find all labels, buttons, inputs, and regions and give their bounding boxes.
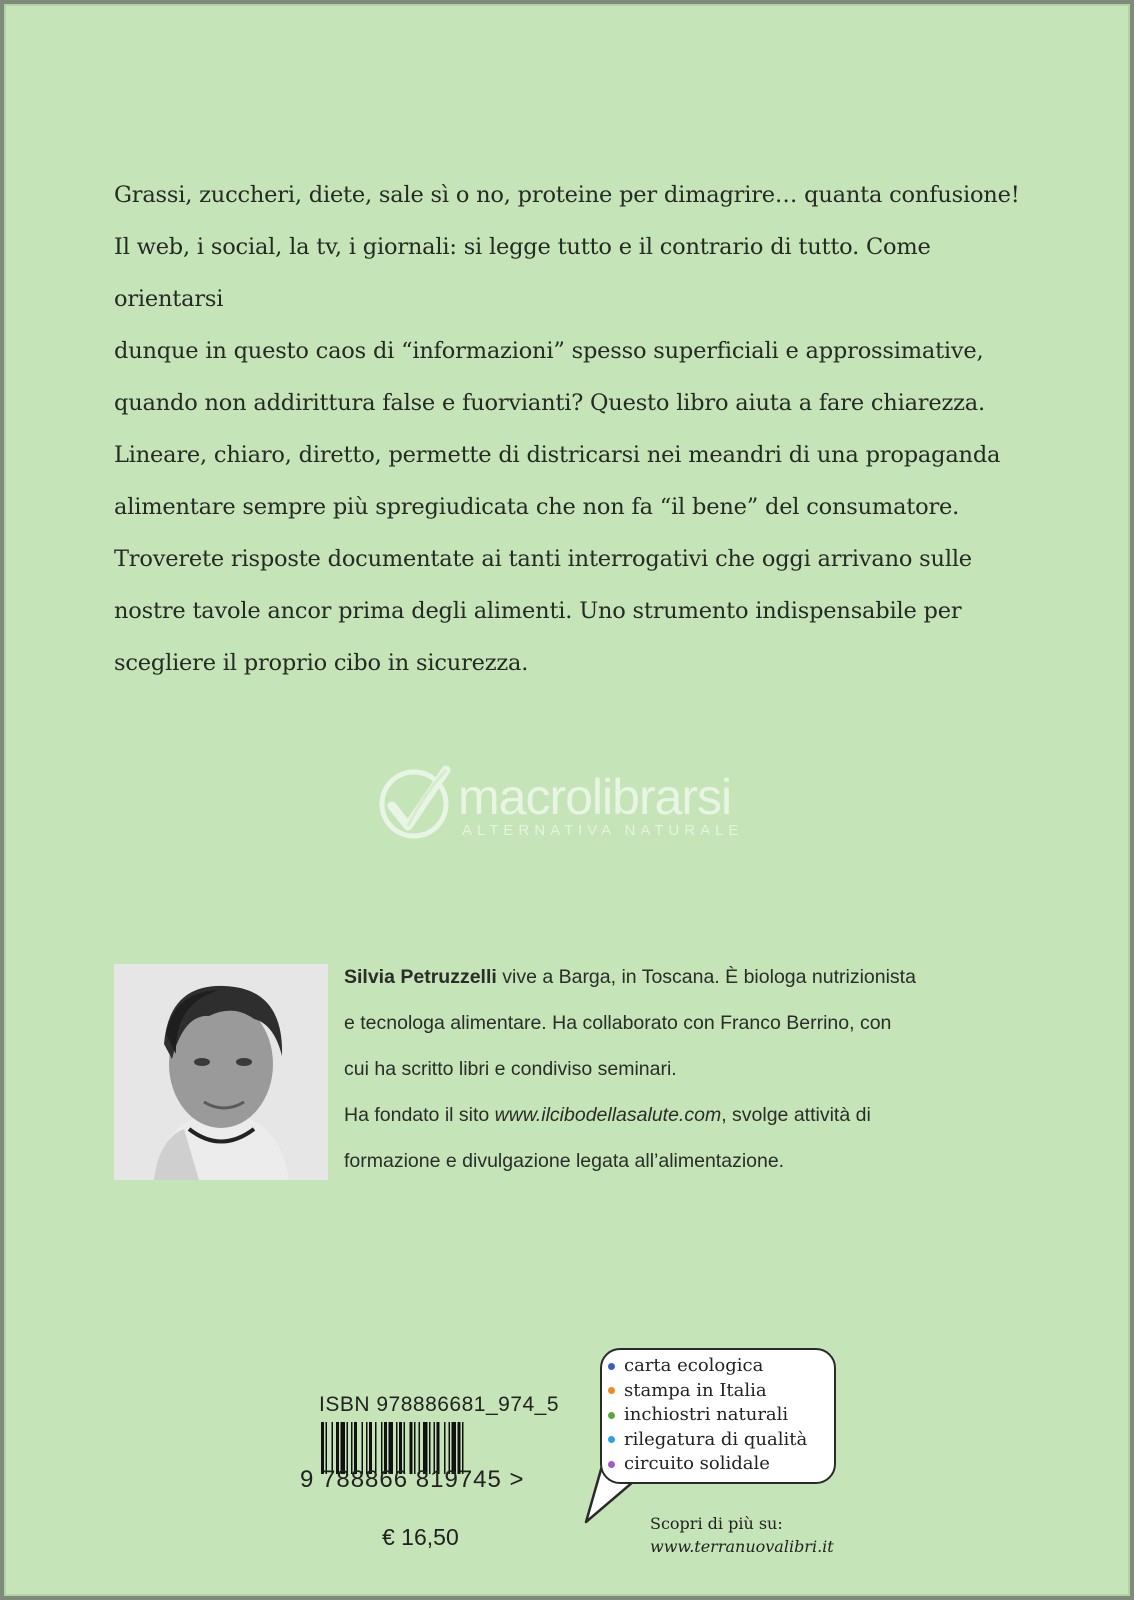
eco-feature: [608, 1354, 807, 1379]
bullet-dot-icon: [608, 1461, 615, 1468]
price: € 16,50: [382, 1524, 459, 1550]
barcode-number: 9 788866 819745 >: [300, 1466, 525, 1493]
author-bio-text: Ha fondato il sito: [344, 1104, 495, 1126]
publisher-website: www.terranuovalibri.it: [650, 1537, 834, 1556]
more-info: [650, 1512, 834, 1558]
author-bio-text: , svolge attività di: [721, 1104, 871, 1126]
blurb-line: Grassi, zuccheri, diete, sale sì o no, proteine per dimagrire… quanta confusione!: [114, 182, 1020, 208]
author-name: Silvia Petruzzelli: [344, 966, 497, 988]
author-bio-line: e tecnologa alimentare. Ha collaborato con Franco Berrino, con: [344, 1012, 892, 1034]
blurb-line: quando non addirittura false e fuorvianti? Questo libro aiuta a fare chiarezza.: [114, 390, 985, 416]
bullet-dot-icon: [608, 1363, 615, 1370]
author-website: www.ilcibodellasalute.com: [494, 1104, 722, 1126]
eco-feature: [608, 1379, 807, 1404]
watermark-tagline: ALTERNATIVA NATURALE: [462, 822, 744, 839]
eco-feature-label: stampa in Italia: [624, 1379, 767, 1401]
eco-feature: [608, 1428, 807, 1453]
author-bio-line: [344, 1092, 1034, 1138]
blurb-line: scegliere il proprio cibo in sicurezza.: [114, 650, 529, 676]
watermark-name: macrolibrarsi: [458, 769, 732, 825]
watermark: [374, 764, 794, 844]
eco-feature-label: rilegatura di qualità: [624, 1428, 808, 1450]
leaf-check-icon: [374, 764, 454, 842]
eco-features-list: [608, 1354, 807, 1477]
book-blurb: [114, 169, 1034, 689]
blurb-line: Troverete risposte documentate ai tanti interrogativi che oggi arrivano sulle: [114, 546, 972, 572]
eco-feature: [608, 1452, 807, 1477]
author-bio-text: vive a Barga, in Toscana. È biologa nutrizionista: [496, 966, 916, 988]
author-bio-line: formazione e divulgazione legata all’alimentazione.: [344, 1150, 785, 1172]
eco-feature-label: carta ecologica: [624, 1355, 764, 1376]
eco-feature-label: inchiostri naturali: [624, 1404, 789, 1425]
more-info-label: Scopri di più su:: [650, 1514, 783, 1533]
blurb-line: nostre tavole ancor prima degli alimenti. Uno strumento indispensabile per: [114, 598, 962, 624]
eco-feature: [608, 1403, 807, 1428]
author-bio-line: [344, 954, 1034, 1000]
blurb-line: Il web, i social, la tv, i giornali: si legge tutto e il contrario di tutto. Come orientarsi: [114, 234, 931, 312]
author-bio-line: cui ha scritto libri e condiviso seminari.: [344, 1058, 677, 1080]
author-photo: [114, 964, 328, 1180]
author-portrait: [114, 964, 328, 1180]
author-bio: [344, 954, 1034, 1184]
bullet-dot-icon: [608, 1412, 615, 1419]
bullet-dot-icon: [608, 1387, 615, 1394]
blurb-line: Lineare, chiaro, diretto, permette di districarsi nei meandri di una propaganda: [114, 442, 1001, 468]
blurb-line: alimentare sempre più spregiudicata che non fa “il bene” del consumatore.: [114, 494, 960, 520]
book-back-cover: [4, 4, 1130, 1596]
isbn-label: ISBN 978886681_974_5: [319, 1393, 560, 1416]
bullet-dot-icon: [608, 1436, 615, 1443]
blurb-line: dunque in questo caos di “informazioni” spesso superficiali e approssimative,: [114, 338, 984, 364]
eco-feature-label: circuito solidale: [624, 1453, 770, 1474]
